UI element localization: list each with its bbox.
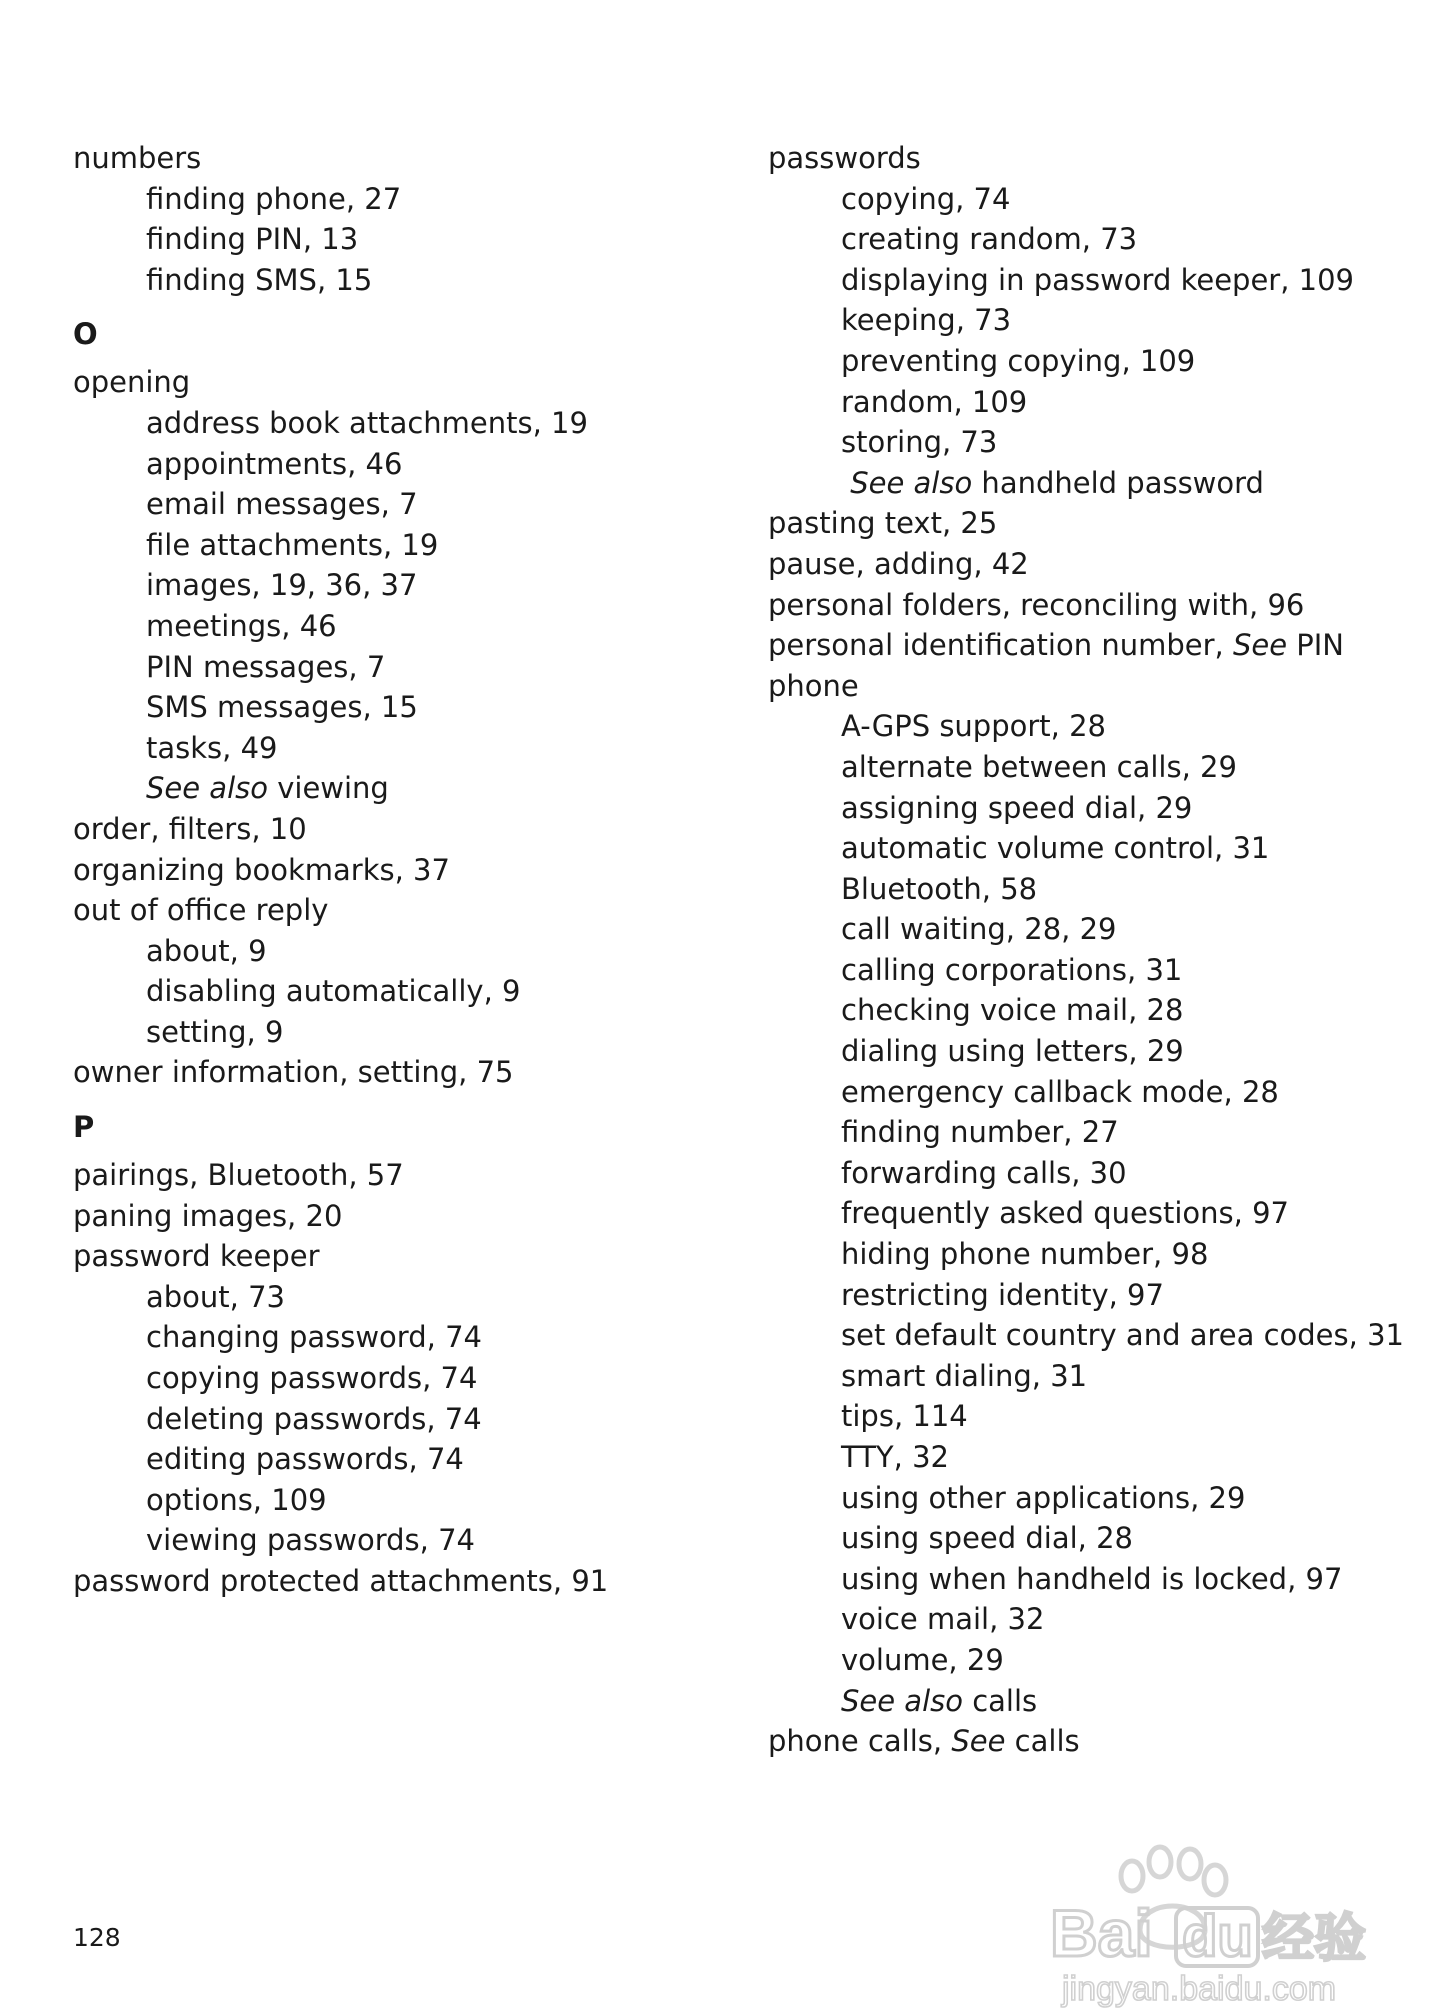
index-subentry-appointments-46: appointments, 46 (146, 446, 403, 481)
entry-text: calls (963, 1683, 1038, 1718)
index-subentry-storing-73: storing, 73 (841, 425, 998, 460)
index-subentry-sms-messages-15: SMS messages, 15 (146, 690, 418, 725)
index-subentry-finding-pin-13: finding PIN, 13 (146, 222, 359, 257)
index-subentry-meetings-46: meetings, 46 (146, 608, 337, 643)
index-subentry-tasks-49: tasks, 49 (146, 730, 278, 765)
index-subentry-volume-29: volume, 29 (841, 1642, 1004, 1677)
entry-text: calls (1005, 1724, 1080, 1759)
index-entry-phone-calls-see-calls (768, 1721, 1408, 1762)
see-reference: See (1232, 628, 1288, 663)
index-subentry-email-messages-7: email messages, 7 (146, 487, 418, 522)
entry-text: phone calls, (768, 1724, 952, 1759)
index-subentry-frequently-asked-questions-97: frequently asked questions, 97 (841, 1196, 1289, 1231)
index-letter-heading: O (73, 317, 98, 352)
baidu-jingyan-watermark (1040, 1818, 1380, 2008)
see-reference: See (951, 1724, 1006, 1759)
index-subentry-using-other-applications-29: using other applications, 29 (841, 1480, 1246, 1515)
index-subentry-tips-114: tips, 114 (841, 1399, 968, 1434)
index-entry-owner-information-setting-75: owner information, setting, 75 (73, 1055, 514, 1090)
index-subentry-images-19-36-37: images, 19, 36, 37 (146, 568, 418, 603)
index-subentry-emergency-callback-mode-28: emergency callback mode, 28 (841, 1074, 1279, 1109)
index-subentry-random-109: random, 109 (841, 384, 1028, 419)
see-reference: See also (146, 771, 268, 806)
index-subentry-using-speed-dial-28: using speed dial, 28 (841, 1521, 1134, 1556)
index-subentry-keeping-73: keeping, 73 (841, 303, 1012, 338)
index-subentry-finding-sms-15: finding SMS, 15 (146, 262, 373, 297)
index-subentry-bluetooth-58: Bluetooth, 58 (841, 871, 1038, 906)
index-subentry-call-waiting-28-29: call waiting, 28, 29 (841, 912, 1117, 947)
index-subentry-calling-corporations-31: calling corporations, 31 (841, 952, 1183, 987)
entry-text: viewing (268, 771, 389, 806)
index-subentry-copying-74: copying, 74 (841, 181, 1011, 216)
index-entry-organizing-bookmarks-37: organizing bookmarks, 37 (73, 852, 450, 887)
index-subentry-creating-random-73: creating random, 73 (841, 222, 1138, 257)
entry-text: PIN (1287, 628, 1344, 663)
index-subentry-restricting-identity-97: restricting identity, 97 (841, 1277, 1164, 1312)
index-subentry-editing-passwords-74: editing passwords, 74 (146, 1442, 464, 1477)
see-reference: See also (841, 1683, 963, 1718)
index-entry-personal-folders-reconciling-with-96: personal folders, reconciling with, 96 (768, 587, 1305, 622)
index-subentry-changing-password-74: changing password, 74 (146, 1320, 482, 1355)
index-subentry-see-also-handheld-password (768, 463, 1408, 504)
index-subentry-alternate-between-calls-29: alternate between calls, 29 (841, 749, 1237, 784)
index-subentry-tty-32: TTY, 32 (841, 1440, 949, 1474)
index-subentry-finding-number-27: finding number, 27 (841, 1115, 1119, 1150)
baidu-logo-icon (1040, 1818, 1380, 2008)
index-column-right (768, 138, 1408, 1762)
svg-text:du: du (1182, 1904, 1253, 1969)
index-subentry-smart-dialing-31: smart dialing, 31 (841, 1358, 1088, 1393)
index-entry-order-filters-10: order, filters, 10 (73, 811, 307, 846)
svg-text:Bai: Bai (1050, 1896, 1153, 1970)
index-subentry-about-9: about, 9 (146, 933, 267, 968)
index-entry-numbers: numbers (73, 141, 202, 175)
svg-text:经验: 经验 (1262, 1909, 1367, 1969)
see-reference: See also (841, 465, 973, 500)
index-entry-pause-adding-42: pause, adding, 42 (768, 546, 1029, 581)
index-subentry-preventing-copying-109: preventing copying, 109 (841, 343, 1196, 378)
index-subentry-pin-messages-7: PIN messages, 7 (146, 649, 386, 684)
index-entry-password-protected-attachments-91: password protected attachments, 91 (73, 1564, 609, 1598)
index-entry-personal-identification-number-see-pin (768, 625, 1408, 666)
index-subentry-disabling-automatically-9: disabling automatically, 9 (146, 974, 521, 1009)
index-entry-pasting-text-25: pasting text, 25 (768, 506, 998, 541)
index-subentry-options-109: options, 109 (146, 1482, 327, 1517)
index-subentry-forwarding-calls-30: forwarding calls, 30 (841, 1155, 1127, 1190)
index-subentry-set-default-country-and-area-codes-31: set default country and area codes, 31 (841, 1318, 1404, 1353)
index-subentry-setting-9: setting, 9 (146, 1014, 284, 1049)
index-subentry-assigning-speed-dial-29: assigning speed dial, 29 (841, 790, 1193, 825)
index-subentry-about-73: about, 73 (146, 1279, 286, 1314)
index-subentry-viewing-passwords-74: viewing passwords, 74 (146, 1523, 475, 1558)
index-subentry-automatic-volume-control-31: automatic volume control, 31 (841, 831, 1270, 866)
entry-text: handheld password (972, 465, 1264, 500)
index-entry-opening: opening (73, 365, 191, 400)
index-subentry-address-book-attachments-19: address book attachments, 19 (146, 405, 588, 440)
index-subentry-copying-passwords-74: copying passwords, 74 (146, 1361, 478, 1396)
index-subentry-file-attachments-19: file attachments, 19 (146, 527, 439, 562)
entry-text: personal identification number, (768, 628, 1233, 663)
index-entry-out-of-office-reply: out of office reply (73, 893, 329, 928)
index-subentry-finding-phone-27: finding phone, 27 (146, 181, 402, 216)
index-subentry-displaying-in-password-keeper-109: displaying in password keeper, 109 (841, 262, 1354, 297)
index-subentry-hiding-phone-number-98: hiding phone number, 98 (841, 1237, 1209, 1272)
index-column-left (73, 138, 713, 1602)
index-entry-password-keeper: password keeper (73, 1239, 320, 1274)
index-subentry-see-also-calls (768, 1681, 1408, 1722)
index-subentry-checking-voice-mail-28: checking voice mail, 28 (841, 993, 1184, 1028)
svg-text:jingyan.baidu.com: jingyan.baidu.com (1062, 1970, 1337, 2008)
index-entry-passwords: passwords (768, 141, 921, 175)
page-number: 128 (73, 1923, 121, 1952)
index-subentry-see-also-viewing (73, 768, 713, 809)
index-entry-phone: phone (768, 668, 859, 703)
index-entry-paning-images-20: paning images, 20 (73, 1198, 343, 1233)
index-entry-pairings-bluetooth-57: pairings, Bluetooth, 57 (73, 1158, 404, 1193)
index-subentry-voice-mail-32: voice mail, 32 (841, 1602, 1045, 1637)
index-subentry-a-gps-support-28: A-GPS support, 28 (841, 709, 1106, 744)
index-subentry-deleting-passwords-74: deleting passwords, 74 (146, 1401, 482, 1436)
index-subentry-using-when-handheld-is-locked-97: using when handheld is locked, 97 (841, 1561, 1343, 1596)
index-subentry-dialing-using-letters-29: dialing using letters, 29 (841, 1034, 1184, 1069)
index-letter-heading: P (73, 1110, 95, 1145)
